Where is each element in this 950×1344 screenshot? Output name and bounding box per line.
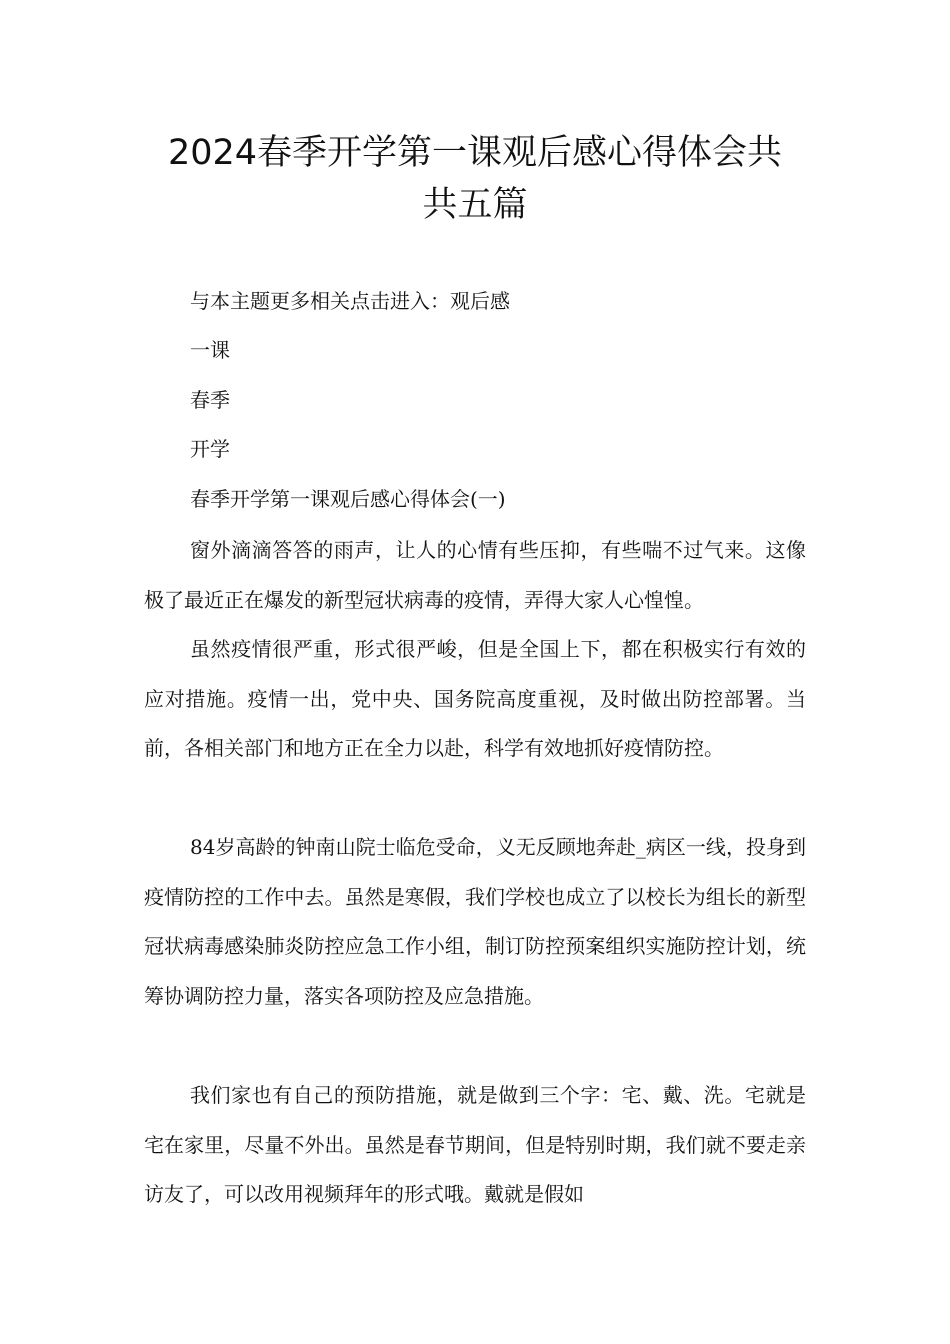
body-paragraph: 84岁高龄的钟南山院士临危受命，义无反顾地奔赴_病区一线，投身到疫情防控的工作中去。虽然是寒假，我们学校也成立了以校长为组长的新型冠状病毒感染肺炎防控应急工作小组，制订防控预案组织实施防控计划，统筹协调防控力量，落实各项防控及应急措施。 <box>144 835 806 1008</box>
document-title-line-1: 2024春季开学第一课观后感心得体会共 <box>167 133 783 173</box>
tag-item: 开学 <box>190 437 230 461</box>
body-paragraph: 我们家也有自己的预防措施，就是做到三个字：宅、戴、洗。宅就是宅在家里，尽量不外出。虽然是春节期间，但是特别时期，我们就不要走亲访友了，可以改用视频拜年的形式哦。戴就是假如 <box>144 1083 806 1207</box>
related-topics-label: 与本主题更多相关点击进入：观后感 <box>190 289 510 313</box>
document-title-line-2: 共五篇 <box>422 185 528 225</box>
body-paragraph: 虽然疫情很严重，形式很严峻，但是全国上下，都在积极实行有效的应对措施。疫情一出，党中央、国务院高度重视，及时做出防控部署。当前，各相关部门和地方正在全力以赴，科学有效地抓好疫情防控。 <box>144 637 806 761</box>
tag-item: 一课 <box>190 338 230 362</box>
body-paragraph: 窗外滴滴答答的雨声，让人的心情有些压抑，有些喘不过气来。这像极了最近正在爆发的新型冠状病毒的疫情，弄得大家人心惶惶。 <box>144 538 806 612</box>
tag-item: 春季 <box>190 388 230 412</box>
section-heading: 春季开学第一课观后感心得体会(一) <box>190 487 506 511</box>
